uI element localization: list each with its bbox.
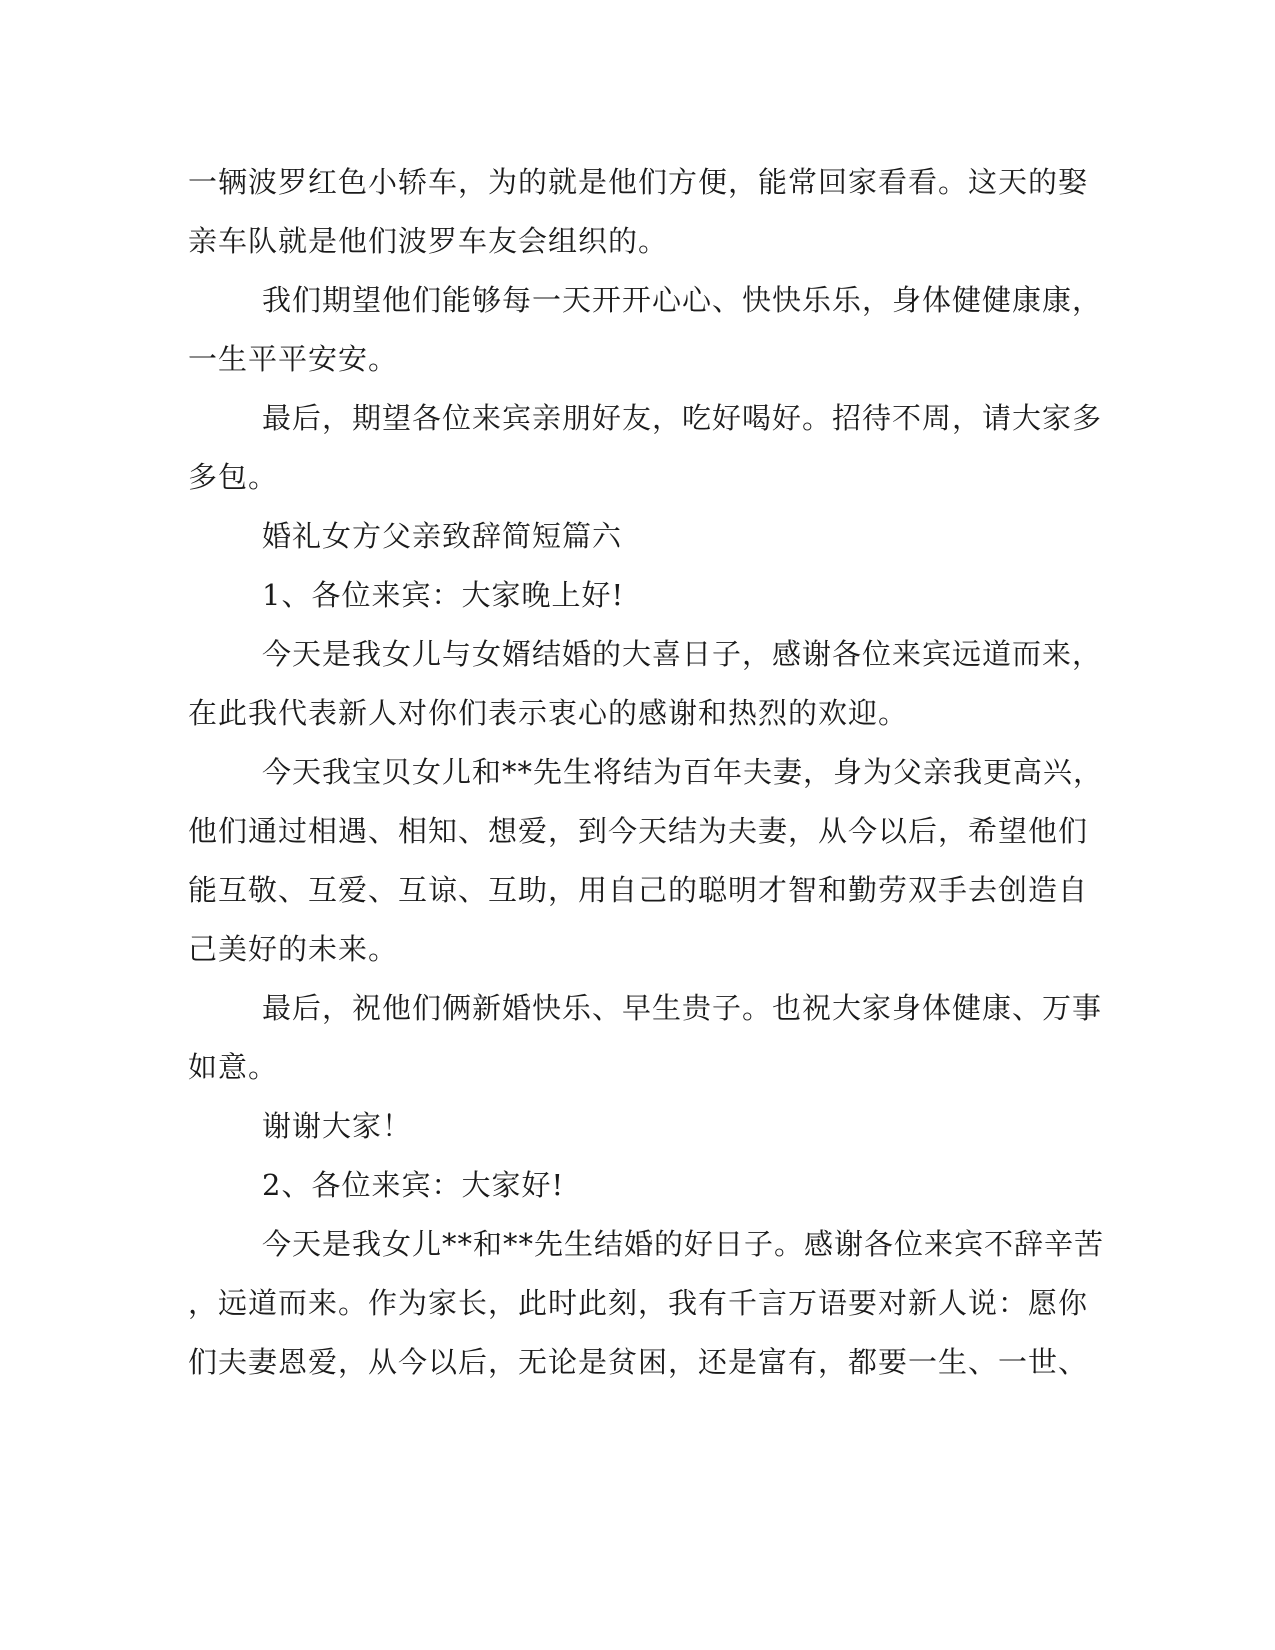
text-line-6: 多包。 — [188, 460, 279, 494]
text-line-2: 亲车队就是他们波罗车友会组织的。 — [188, 224, 669, 258]
text-line-5: 最后，期望各位来宾亲朋好友，吃好喝好。招待不周，请大家多 — [262, 401, 1103, 435]
text-line-12: 他们通过相遇、相知、想爱，到今天结为夫妻，从今以后，希望他们 — [188, 814, 1089, 848]
text-line-16: 如意。 — [188, 1050, 279, 1084]
text-line-13: 能互敬、互爱、互谅、互助，用自己的聪明才智和勤劳双手去创造自 — [188, 873, 1089, 907]
text-line-15: 最后，祝他们俩新婚快乐、早生贵子。也祝大家身体健康、万事 — [262, 991, 1103, 1025]
text-line-18: 2、各位来宾：大家好! — [262, 1168, 565, 1202]
text-line-21: 们夫妻恩爱，从今以后，无论是贫困，还是富有，都要一生、一世、 — [188, 1345, 1089, 1379]
text-line-3: 我们期望他们能够每一天开开心心、快快乐乐，身体健健康康， — [262, 283, 1103, 317]
text-line-4: 一生平平安安。 — [188, 342, 399, 376]
text-line-10: 在此我代表新人对你们表示衷心的感谢和热烈的欢迎。 — [188, 696, 909, 730]
text-line-9: 今天是我女儿与女婿结婚的大喜日子，感谢各位来宾远道而来， — [262, 637, 1103, 671]
text-line-8: 1、各位来宾：大家晚上好! — [262, 578, 625, 612]
text-line-1: 一辆波罗红色小轿车，为的就是他们方便，能常回家看看。这天的娶 — [188, 165, 1089, 199]
text-line-17: 谢谢大家！ — [262, 1109, 413, 1143]
text-line-20: ，远道而来。作为家长，此时此刻，我有千言万语要对新人说：愿你 — [188, 1286, 1089, 1320]
text-line-14: 己美好的未来。 — [188, 932, 399, 966]
text-line-19: 今天是我女儿**和**先生结婚的好日子。感谢各位来宾不辞辛苦 — [262, 1227, 1105, 1261]
section-heading: 婚礼女方父亲致辞简短篇六 — [262, 519, 623, 553]
text-line-11: 今天我宝贝女儿和**先生将结为百年夫妻，身为父亲我更高兴， — [262, 755, 1104, 789]
